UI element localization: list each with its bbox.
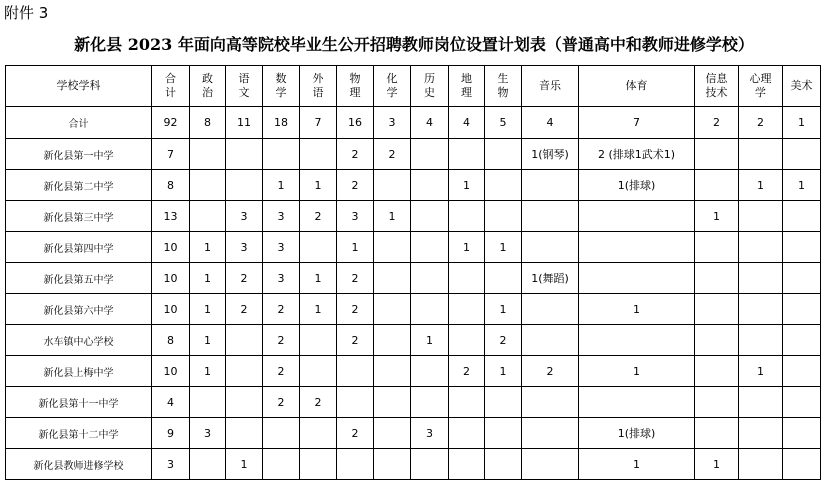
column-header-text: 治 — [202, 86, 213, 99]
table-cell: 1 — [190, 263, 226, 294]
table-cell — [522, 201, 579, 232]
column-header — [411, 66, 449, 107]
table-cell: 3 — [374, 107, 411, 139]
table-cell — [300, 449, 337, 480]
table-cell — [579, 387, 695, 418]
table-cell: 11 — [226, 107, 263, 139]
column-header-text: 数 — [275, 72, 287, 85]
table-cell — [783, 449, 821, 480]
table-cell: 2 — [337, 263, 374, 294]
column-header-text: 学 — [275, 86, 287, 99]
table-cell — [411, 201, 449, 232]
school-name-cell: 新化县第三中学 — [6, 201, 152, 232]
table-cell: 2 — [263, 356, 300, 387]
table-cell — [695, 387, 739, 418]
column-header — [190, 66, 226, 107]
school-name-cell: 新化县第一中学 — [6, 139, 152, 170]
table-cell — [226, 325, 263, 356]
table-cell: 3 — [337, 201, 374, 232]
table-cell: 13 — [152, 201, 190, 232]
school-name-cell: 新化县第十二中学 — [6, 418, 152, 449]
table-cell: 2 — [337, 325, 374, 356]
table-cell — [739, 294, 783, 325]
table-row — [6, 325, 821, 356]
table-cell — [522, 418, 579, 449]
table-cell — [411, 294, 449, 325]
table-cell — [449, 418, 485, 449]
table-cell — [522, 294, 579, 325]
table-cell — [411, 139, 449, 170]
table-cell: 1 — [300, 170, 337, 201]
table-cell: 2 — [337, 294, 374, 325]
table-row — [6, 449, 821, 480]
table-cell — [485, 418, 522, 449]
table-cell: 3 — [190, 418, 226, 449]
table-cell — [695, 139, 739, 170]
table-cell — [579, 325, 695, 356]
table-cell: 1 — [579, 294, 695, 325]
table-cell: 2 — [374, 139, 411, 170]
table-cell: 2 — [739, 107, 783, 139]
column-header-text: 体育 — [625, 79, 648, 92]
table-cell — [337, 449, 374, 480]
table-cell: 1 — [485, 232, 522, 263]
column-header — [6, 66, 152, 107]
table-cell: 1 — [190, 356, 226, 387]
column-header — [449, 66, 485, 107]
table-cell — [190, 387, 226, 418]
column-header-text: 物 — [497, 86, 509, 99]
table-cell — [783, 263, 821, 294]
table-row — [6, 263, 821, 294]
table-cell — [411, 263, 449, 294]
table-cell: 2 — [300, 201, 337, 232]
table-cell — [263, 418, 300, 449]
table-cell — [485, 387, 522, 418]
column-header-text: 语 — [312, 86, 324, 99]
table-cell: 8 — [152, 325, 190, 356]
table-cell — [522, 232, 579, 263]
column-header-text: 音乐 — [539, 79, 561, 92]
table-cell: 1 — [190, 325, 226, 356]
table-cell — [411, 232, 449, 263]
table-cell: 2 — [337, 170, 374, 201]
table-row — [6, 356, 821, 387]
table-cell — [579, 201, 695, 232]
column-header — [783, 66, 821, 107]
table-cell — [449, 294, 485, 325]
table-cell: 3 — [411, 418, 449, 449]
table-cell: 2 — [226, 294, 263, 325]
table-cell — [485, 449, 522, 480]
column-header — [226, 66, 263, 107]
table-cell — [695, 418, 739, 449]
table-cell: 1 — [449, 232, 485, 263]
table-cell — [485, 139, 522, 170]
table-cell: 3 — [226, 232, 263, 263]
table-cell — [579, 263, 695, 294]
table-cell — [263, 139, 300, 170]
table-cell — [522, 170, 579, 201]
table-cell: 1 — [485, 356, 522, 387]
table-cell: 3 — [263, 201, 300, 232]
table-cell — [695, 356, 739, 387]
table-cell: 10 — [152, 232, 190, 263]
table-cell: 3 — [263, 232, 300, 263]
table-cell — [695, 263, 739, 294]
column-header-text: 外 — [312, 72, 324, 85]
table-cell: 1(排球) — [579, 170, 695, 201]
table-cell — [374, 263, 411, 294]
school-name-cell: 新化县教师进修学校 — [6, 449, 152, 480]
table-cell — [485, 263, 522, 294]
school-name-cell: 新化县第五中学 — [6, 263, 152, 294]
table-cell: 10 — [152, 294, 190, 325]
table-cell — [449, 449, 485, 480]
table-cell — [695, 325, 739, 356]
table-cell: 1 — [190, 232, 226, 263]
school-name-cell: 新化县第四中学 — [6, 232, 152, 263]
school-name-cell: 新化县第六中学 — [6, 294, 152, 325]
table-cell — [579, 232, 695, 263]
table-cell — [783, 325, 821, 356]
page-title: 新化县 2023 年面向高等院校毕业生公开招聘教师岗位设置计划表（普通高中和教师进修学校） — [74, 35, 754, 54]
table-cell — [739, 201, 783, 232]
table-cell — [739, 139, 783, 170]
table-cell: 1 — [337, 232, 374, 263]
table-cell — [374, 449, 411, 480]
column-header-text: 心理 — [749, 72, 772, 85]
table-cell: 1 — [485, 294, 522, 325]
table-cell — [226, 170, 263, 201]
table-cell: 4 — [152, 387, 190, 418]
table-row — [6, 418, 821, 449]
table-cell — [374, 418, 411, 449]
school-name-cell: 新化县上梅中学 — [6, 356, 152, 387]
table-cell: 2 — [695, 107, 739, 139]
column-header-text: 生 — [497, 72, 509, 85]
column-header — [152, 66, 190, 107]
table-cell — [411, 170, 449, 201]
column-header-text: 计 — [165, 86, 176, 99]
table-cell — [449, 139, 485, 170]
table-cell — [226, 387, 263, 418]
table-cell: 2 — [485, 325, 522, 356]
school-name-cell: 水车镇中心学校 — [6, 325, 152, 356]
table-row — [6, 139, 821, 170]
column-header-text: 理 — [349, 86, 361, 99]
table-cell — [374, 232, 411, 263]
table-cell: 4 — [449, 107, 485, 139]
table-cell: 2 (排球1武术1) — [579, 139, 695, 170]
table-cell — [411, 387, 449, 418]
attachment-label: 附件 3 — [4, 4, 49, 22]
column-header-text: 物 — [349, 72, 361, 85]
table-cell — [739, 232, 783, 263]
table-cell: 2 — [263, 294, 300, 325]
column-header-text: 学校学科 — [56, 79, 101, 92]
table-cell: 16 — [337, 107, 374, 139]
column-header-text: 学 — [755, 86, 766, 99]
table-cell: 1 — [374, 201, 411, 232]
table-cell — [411, 449, 449, 480]
total-row — [6, 107, 821, 139]
table-cell: 9 — [152, 418, 190, 449]
table-row — [6, 201, 821, 232]
table-cell — [300, 232, 337, 263]
table-cell: 2 — [522, 356, 579, 387]
table-cell — [485, 201, 522, 232]
table-cell — [695, 294, 739, 325]
table-cell — [226, 418, 263, 449]
school-name-cell: 新化县第十一中学 — [6, 387, 152, 418]
table-cell: 1 — [263, 170, 300, 201]
column-header — [695, 66, 739, 107]
table-row — [6, 232, 821, 263]
school-name-cell: 新化县第二中学 — [6, 170, 152, 201]
table-cell — [783, 294, 821, 325]
column-header-text: 语 — [238, 72, 250, 85]
table-cell — [190, 139, 226, 170]
table-cell — [374, 356, 411, 387]
table-cell — [337, 387, 374, 418]
table-cell: 10 — [152, 356, 190, 387]
table-cell: 2 — [263, 325, 300, 356]
column-header-text: 技术 — [705, 86, 728, 99]
column-header-text: 理 — [461, 86, 472, 99]
table-cell — [300, 418, 337, 449]
table-cell — [739, 325, 783, 356]
table-cell: 1 — [695, 449, 739, 480]
table-cell — [783, 418, 821, 449]
column-header-text: 地 — [461, 72, 472, 85]
table-cell: 1 — [190, 294, 226, 325]
column-header — [374, 66, 411, 107]
column-header — [300, 66, 337, 107]
table-cell: 2 — [263, 387, 300, 418]
school-name-cell: 合计 — [6, 107, 152, 139]
table-cell — [449, 325, 485, 356]
table-cell: 4 — [411, 107, 449, 139]
table-cell — [300, 325, 337, 356]
table-cell: 2 — [337, 139, 374, 170]
column-header-text: 信息 — [705, 72, 728, 85]
table-cell — [449, 387, 485, 418]
table-cell — [739, 449, 783, 480]
table-header-row — [6, 66, 821, 107]
table-cell — [374, 294, 411, 325]
table-cell — [522, 449, 579, 480]
table-cell — [226, 139, 263, 170]
table-cell: 2 — [337, 418, 374, 449]
table-cell: 1 — [579, 449, 695, 480]
table-cell — [522, 387, 579, 418]
column-header-text: 史 — [424, 86, 435, 99]
table-cell: 18 — [263, 107, 300, 139]
table-cell: 5 — [485, 107, 522, 139]
table-cell — [449, 201, 485, 232]
column-header-text: 美术 — [790, 79, 813, 92]
table-cell — [226, 356, 263, 387]
table-cell — [783, 356, 821, 387]
table-cell: 1 — [411, 325, 449, 356]
table-cell: 7 — [152, 139, 190, 170]
table-cell: 1 — [300, 294, 337, 325]
column-header-text: 历 — [424, 72, 435, 85]
table-cell — [695, 232, 739, 263]
table-cell: 1 — [579, 356, 695, 387]
table-cell — [739, 263, 783, 294]
table-cell: 10 — [152, 263, 190, 294]
table-cell: 1(排球) — [579, 418, 695, 449]
column-header-text: 合 — [165, 72, 176, 85]
table-cell: 2 — [449, 356, 485, 387]
table-cell — [411, 356, 449, 387]
column-header-text: 文 — [238, 86, 250, 99]
table-cell: 92 — [152, 107, 190, 139]
table-cell — [695, 170, 739, 201]
table-cell: 3 — [263, 263, 300, 294]
column-header — [579, 66, 695, 107]
column-header — [485, 66, 522, 107]
table-cell: 1 — [739, 356, 783, 387]
table-cell: 2 — [300, 387, 337, 418]
column-header — [337, 66, 374, 107]
table-cell: 4 — [522, 107, 579, 139]
table-cell: 1 — [783, 107, 821, 139]
table-cell — [263, 449, 300, 480]
table-cell: 1(钢琴) — [522, 139, 579, 170]
table-cell: 7 — [300, 107, 337, 139]
column-header — [522, 66, 579, 107]
table-cell — [374, 170, 411, 201]
table-cell — [374, 387, 411, 418]
table-cell: 1 — [783, 170, 821, 201]
table-row — [6, 170, 821, 201]
table-cell: 8 — [152, 170, 190, 201]
table-cell — [300, 356, 337, 387]
table-cell — [783, 387, 821, 418]
table-cell — [300, 139, 337, 170]
recruitment-plan-table — [5, 65, 821, 480]
table-cell — [374, 325, 411, 356]
column-header-text: 学 — [386, 86, 398, 99]
column-header — [263, 66, 300, 107]
table-cell — [190, 170, 226, 201]
table-cell: 3 — [226, 201, 263, 232]
table-cell — [522, 325, 579, 356]
table-cell: 1 — [739, 170, 783, 201]
table-cell — [783, 201, 821, 232]
table-cell: 2 — [226, 263, 263, 294]
column-header-text: 政 — [202, 72, 213, 85]
table-cell — [485, 170, 522, 201]
table-cell — [190, 201, 226, 232]
table-cell: 8 — [190, 107, 226, 139]
table-row — [6, 294, 821, 325]
table-cell: 1(舞蹈) — [522, 263, 579, 294]
table-cell — [449, 263, 485, 294]
table-cell: 3 — [152, 449, 190, 480]
table-cell — [783, 232, 821, 263]
table-row — [6, 387, 821, 418]
table-cell: 1 — [226, 449, 263, 480]
table-cell: 1 — [300, 263, 337, 294]
table-cell: 1 — [695, 201, 739, 232]
table-cell: 1 — [449, 170, 485, 201]
table-cell — [190, 449, 226, 480]
table-cell: 7 — [579, 107, 695, 139]
table-cell — [739, 418, 783, 449]
table-cell — [337, 356, 374, 387]
table-cell — [783, 139, 821, 170]
column-header — [739, 66, 783, 107]
table-cell — [739, 387, 783, 418]
column-header-text: 化 — [386, 72, 398, 85]
